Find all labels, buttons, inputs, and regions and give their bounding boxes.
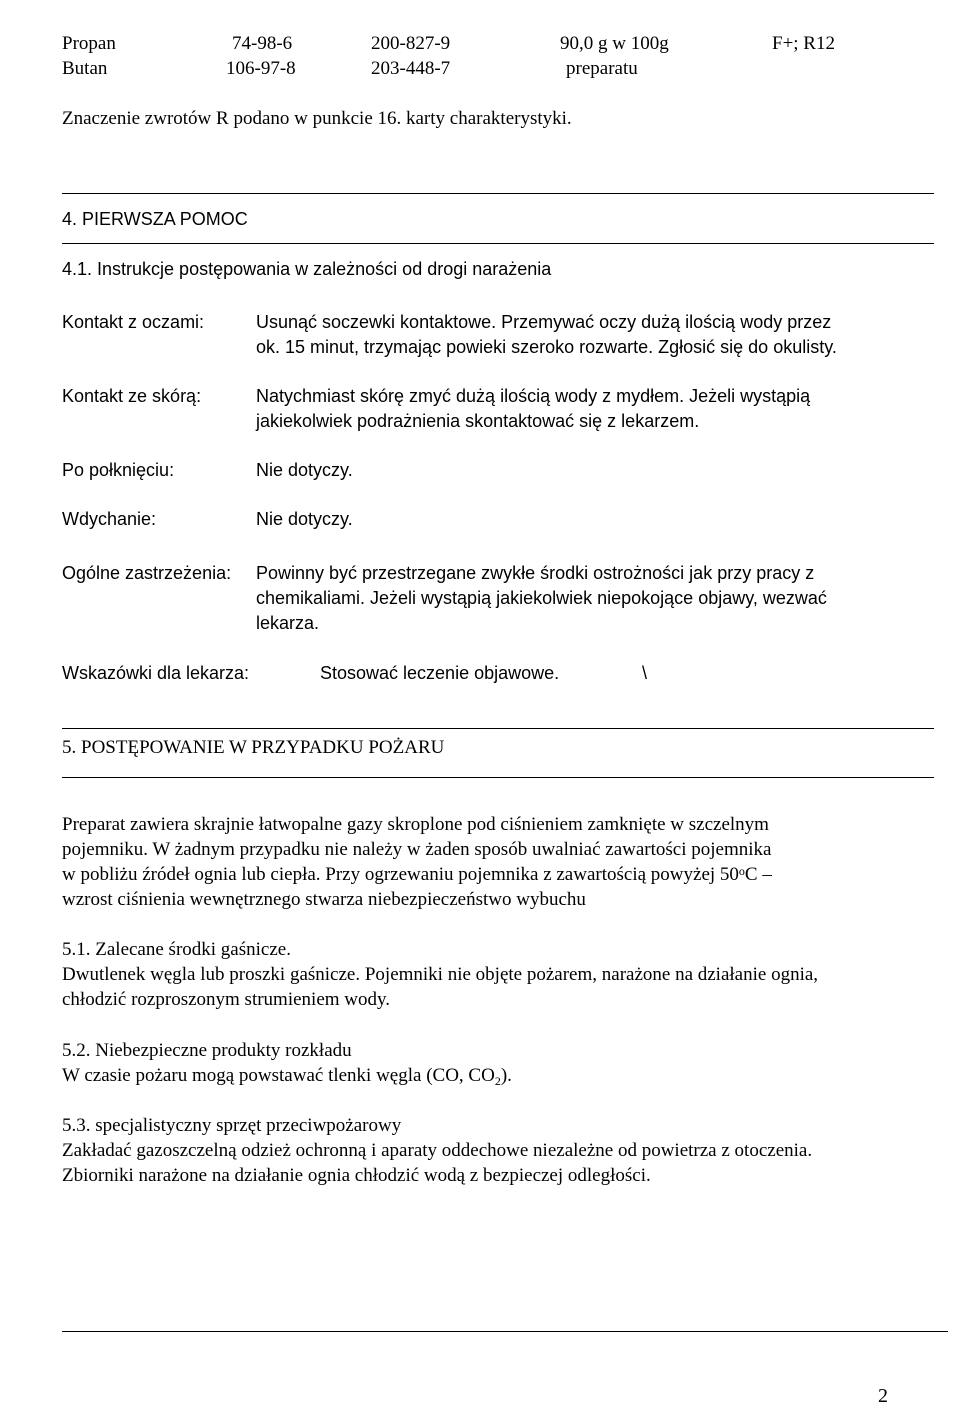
general-label: Ogólne zastrzeżenia:	[62, 563, 232, 583]
intro-line: Preparat zawiera skrajnie łatwopalne gazy skroplone pod ciśnieniem zamknięte w szczelnym	[62, 814, 769, 835]
section5-1-text: chłodzić rozproszonym strumieniem wody.	[62, 989, 391, 1010]
eyes-label: Kontakt z oczami:	[62, 312, 205, 332]
section5-2-text-part: W czasie pożaru mogą powstawać tlenki węgla (CO, CO	[62, 1065, 495, 1086]
intro-line: pojemniku. W żadnym przypadku nie należy w żaden sposób uwalniać zawartości pojemnika	[62, 839, 772, 860]
swallowing-label: Po połknięciu:	[62, 460, 175, 480]
component-concentration: 90,0 g w 100g	[560, 33, 669, 54]
doctor-extra-mark: \	[642, 663, 648, 683]
page-number: 2	[878, 1385, 888, 1407]
r-phrases-note: Znaczenie zwrotów R podano w punkcie 16. karty charakterystyki.	[62, 108, 572, 129]
degree-superscript: o	[738, 864, 745, 878]
section5-2-text-part: ).	[500, 1065, 512, 1086]
section5-3	[62, 1113, 942, 1188]
section4-1-title: 4.1. Instrukcje postępowania w zależności od drogi narażenia	[62, 259, 552, 279]
divider	[62, 193, 934, 194]
general-text-line: chemikaliami. Jeżeli wystąpią jakiekolwiek niepokojące objawy, wezwać	[256, 588, 827, 608]
section5-heading: 5. POSTĘPOWANIE W PRZYPADKU POŻARU	[62, 737, 445, 758]
doctor-label: Wskazówki dla lekarza:	[62, 663, 250, 683]
section5-3-text: Zbiorniki narażone na działanie ognia chłodzić wodą z bezpieczej odległości.	[62, 1165, 651, 1186]
intro-line	[62, 862, 942, 887]
component-cas: 106-97-8	[226, 58, 296, 79]
divider	[62, 728, 934, 729]
general-text-line: Powinny być przestrzegane zwykłe środki ostrożności jak przy pracy z	[256, 563, 815, 583]
intro-line-part: w pobliżu źródeł ognia lub ciepła. Przy ogrzewaniu pojemnika z zawartością powyżej 50	[62, 864, 739, 885]
intro-line: wzrost ciśnienia wewnętrznego stwarza niebezpieczeństwo wybuchu	[62, 889, 586, 910]
doctor-text: Stosować leczenie objawowe.	[320, 663, 560, 683]
section5-1-title: 5.1. Zalecane środki gaśnicze.	[62, 939, 291, 960]
section5-2-title: 5.2. Niebezpieczne produkty rozkładu	[62, 1040, 352, 1061]
eyes-text-line: Usunąć soczewki kontaktowe. Przemywać oczy dużą ilością wody przez	[256, 312, 832, 332]
eyes-text-line: ok. 15 minut, trzymając powieki szeroko rozwarte. Zgłosić się do okulisty.	[256, 337, 837, 357]
component-classification: F+; R12	[772, 33, 835, 54]
skin-label: Kontakt ze skórą:	[62, 386, 202, 406]
section5-1	[62, 937, 942, 1012]
section5-2	[62, 1038, 942, 1090]
section5-3-text: Zakładać gazoszczelną odzież ochronną i aparaty oddechowe niezależne od powietrza z otoczenia.	[62, 1140, 813, 1161]
inhalation-text: Nie dotyczy.	[256, 509, 353, 529]
section5-intro	[62, 812, 942, 912]
section5-2-text	[62, 1063, 942, 1090]
skin-text-line: Natychmiast skórę zmyć dużą ilością wody z mydłem. Jeżeli wystąpią	[256, 386, 811, 406]
section5-3-title: 5.3. specjalistyczny sprzęt przeciwpożarowy	[62, 1115, 402, 1136]
footer-divider	[62, 1331, 948, 1332]
swallowing-text: Nie dotyczy.	[256, 460, 353, 480]
component-name: Butan	[62, 58, 108, 79]
component-ec: 203-448-7	[371, 58, 451, 79]
intro-line-part: C –	[744, 864, 772, 885]
inhalation-label: Wdychanie:	[62, 509, 157, 529]
component-ec: 200-827-9	[371, 33, 451, 54]
subscript: 2	[494, 1074, 501, 1088]
divider	[62, 777, 934, 778]
component-concentration: preparatu	[566, 58, 638, 79]
section5-1-text: Dwutlenek węgla lub proszki gaśnicze. Pojemniki nie objęte pożarem, narażone na działanie ognia,	[62, 964, 819, 985]
divider	[62, 243, 934, 244]
component-cas: 74-98-6	[232, 33, 293, 54]
general-text-line: lekarza.	[256, 613, 320, 633]
skin-text-line: jakiekolwiek podrażnienia skontaktować się z lekarzem.	[256, 411, 700, 431]
component-name: Propan	[62, 33, 116, 54]
section4-heading: 4. PIERWSZA POMOC	[62, 209, 248, 229]
